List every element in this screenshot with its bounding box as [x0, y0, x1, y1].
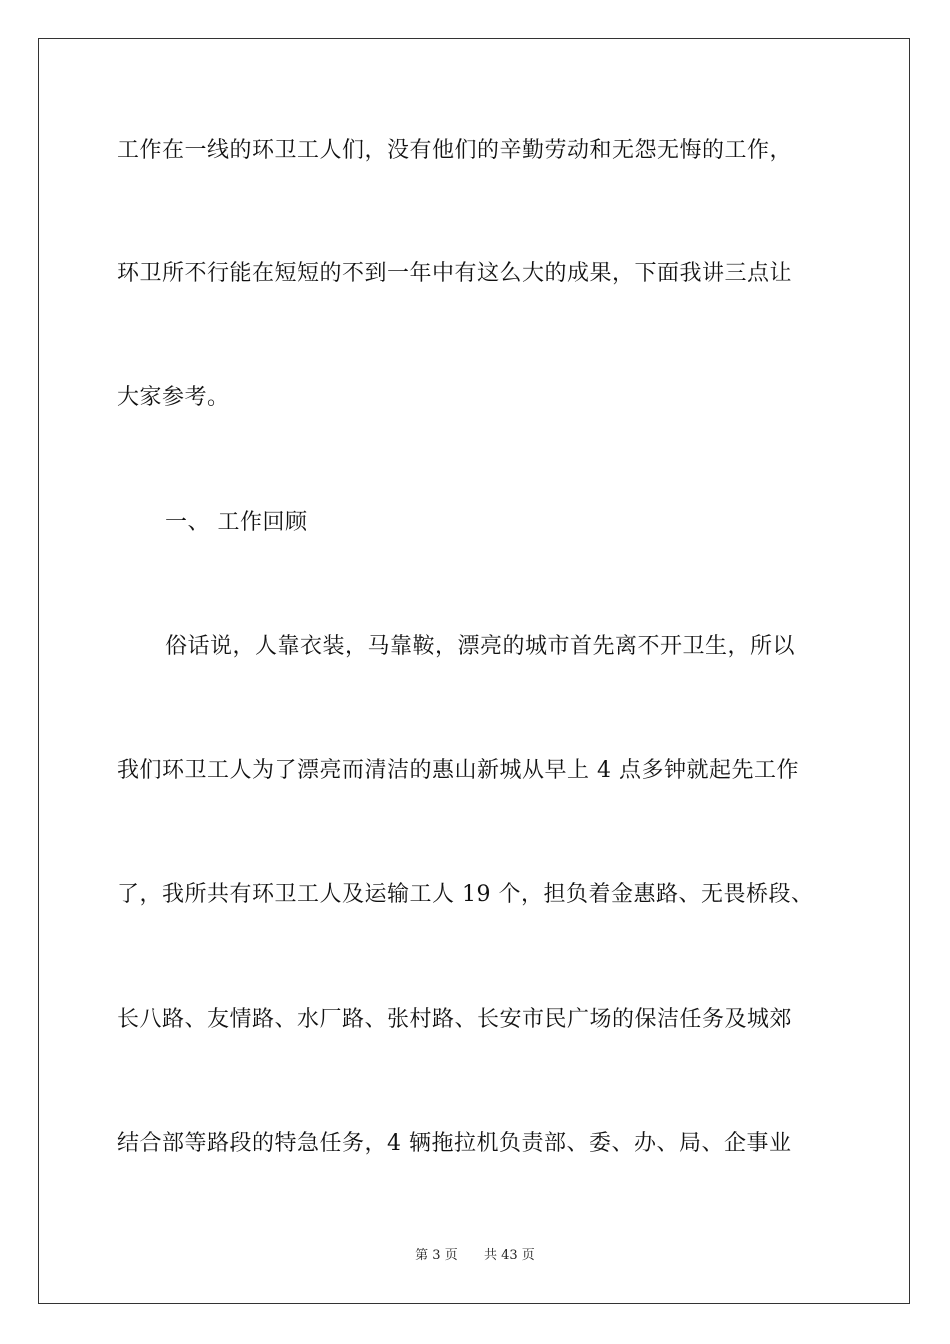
- page-border: [38, 38, 910, 1304]
- page-footer: [0, 1244, 950, 1263]
- page-total: 共 43 页: [484, 1248, 535, 1263]
- page-number: 第 3 页: [415, 1248, 458, 1263]
- body-text-line-7: 长八路、友情路、水厂路、张村路、长安市民广场的保洁任务及城郊: [117, 1007, 793, 1032]
- body-text-line-4: 俗话说，人靠衣装，马靠鞍，漂亮的城市首先离不开卫生，所以: [165, 634, 796, 659]
- body-text-line-6: 了，我所共有环卫工人及运输工人 19 个，担负着金惠路、无畏桥段、: [117, 882, 814, 907]
- body-text-line-2: 环卫所不行能在短短的不到一年中有这么大的成果，下面我讲三点让: [117, 261, 793, 286]
- body-text-line-3: 大家参考。: [117, 385, 230, 410]
- body-text-line-5: 我们环卫工人为了漂亮而清洁的惠山新城从早上 4 点多钟就起先工作: [117, 758, 799, 783]
- body-text-line-8: 结合部等路段的特急任务，4 辆拖拉机负责部、委、办、局、企事业: [117, 1131, 792, 1156]
- section-heading: 一、 工作回顾: [165, 510, 308, 535]
- body-text-line-1: 工作在一线的环卫工人们，没有他们的辛勤劳动和无怨无悔的工作，: [117, 138, 793, 163]
